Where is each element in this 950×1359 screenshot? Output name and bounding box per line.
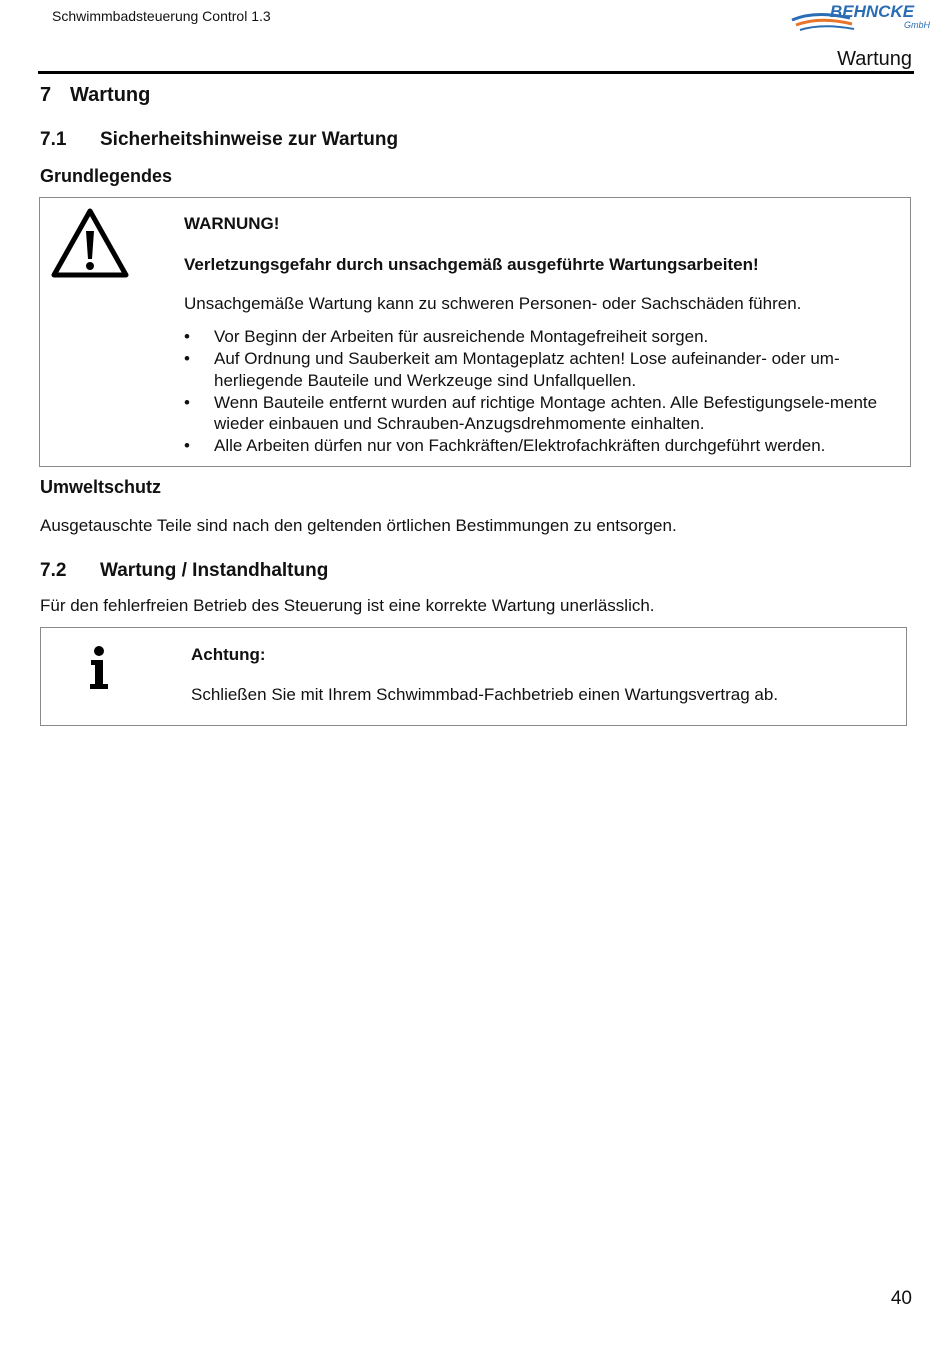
chapter-title: Wartung [70,84,151,106]
warning-triangle-icon [50,207,130,279]
document-title: Schwimmbadsteuerung Control 1.3 [52,8,271,24]
warning-bullet-list [184,326,894,457]
subheading-environment: Umweltschutz [40,477,162,497]
section-heading-7-2 [40,560,328,582]
bullet-item: • Vor Beginn der Arbeiten für ausreichende Montagefreiheit sorgen. [184,326,894,348]
section-title: Sicherheitshinweise zur Wartung [100,129,399,150]
section-heading-7-1 [40,129,398,151]
note-text: Schließen Sie mit Ihrem Schwimmbad-Fachbetrieb einen Wartungsvertrag ab. [191,685,779,704]
warning-text: Unsachgemäße Wartung kann zu schweren Personen- oder Sachschäden führen. [184,294,802,313]
header-section-label: Wartung [837,48,912,70]
subheading-basics: Grundlegendes [40,166,173,186]
warning-title: WARNUNG! [184,214,280,233]
section-number: 7.1 [40,129,67,150]
chapter-heading [40,84,150,107]
bullet-item: • Wenn Bauteile entfernt wurden auf richtige Montage achten. Alle Befestigungsele-mente wieder einbauen und Schrauben-Anzugsdrehmomente einhalten. [184,392,894,435]
warning-subtitle: Verletzungsgefahr durch unsachgemäß ausgeführte Wartungsarbeiten! [184,255,759,274]
bullet-item: • Alle Arbeiten dürfen nur von Fachkräften/Elektrofachkräften durchgeführt werden. [184,435,894,457]
header-rule [38,71,914,74]
note-box [40,627,907,726]
note-title: Achtung: [191,645,266,664]
section-number: 7.2 [40,560,67,581]
section-title: Wartung / Instandhaltung [100,560,329,581]
maintenance-text: Für den fehlerfreien Betrieb des Steuerung ist eine korrekte Wartung unerlässlich. [40,596,655,615]
logo-subtext: GmbH [904,20,931,30]
page-number: 40 [890,1288,912,1309]
chapter-number: 7 [40,84,52,106]
bullet-item: • Auf Ordnung und Sauberkeit am Montageplatz achten! Lose aufeinander- oder um-herliegende Bauteile und Werkzeuge sind Unfallquellen. [184,348,894,391]
behncke-logo [790,2,935,32]
environment-text: Ausgetauschte Teile sind nach den geltenden örtlichen Bestimmungen zu entsorgen. [40,516,677,535]
logo-text: BEHNCKE [830,2,915,21]
info-icon [88,646,110,690]
